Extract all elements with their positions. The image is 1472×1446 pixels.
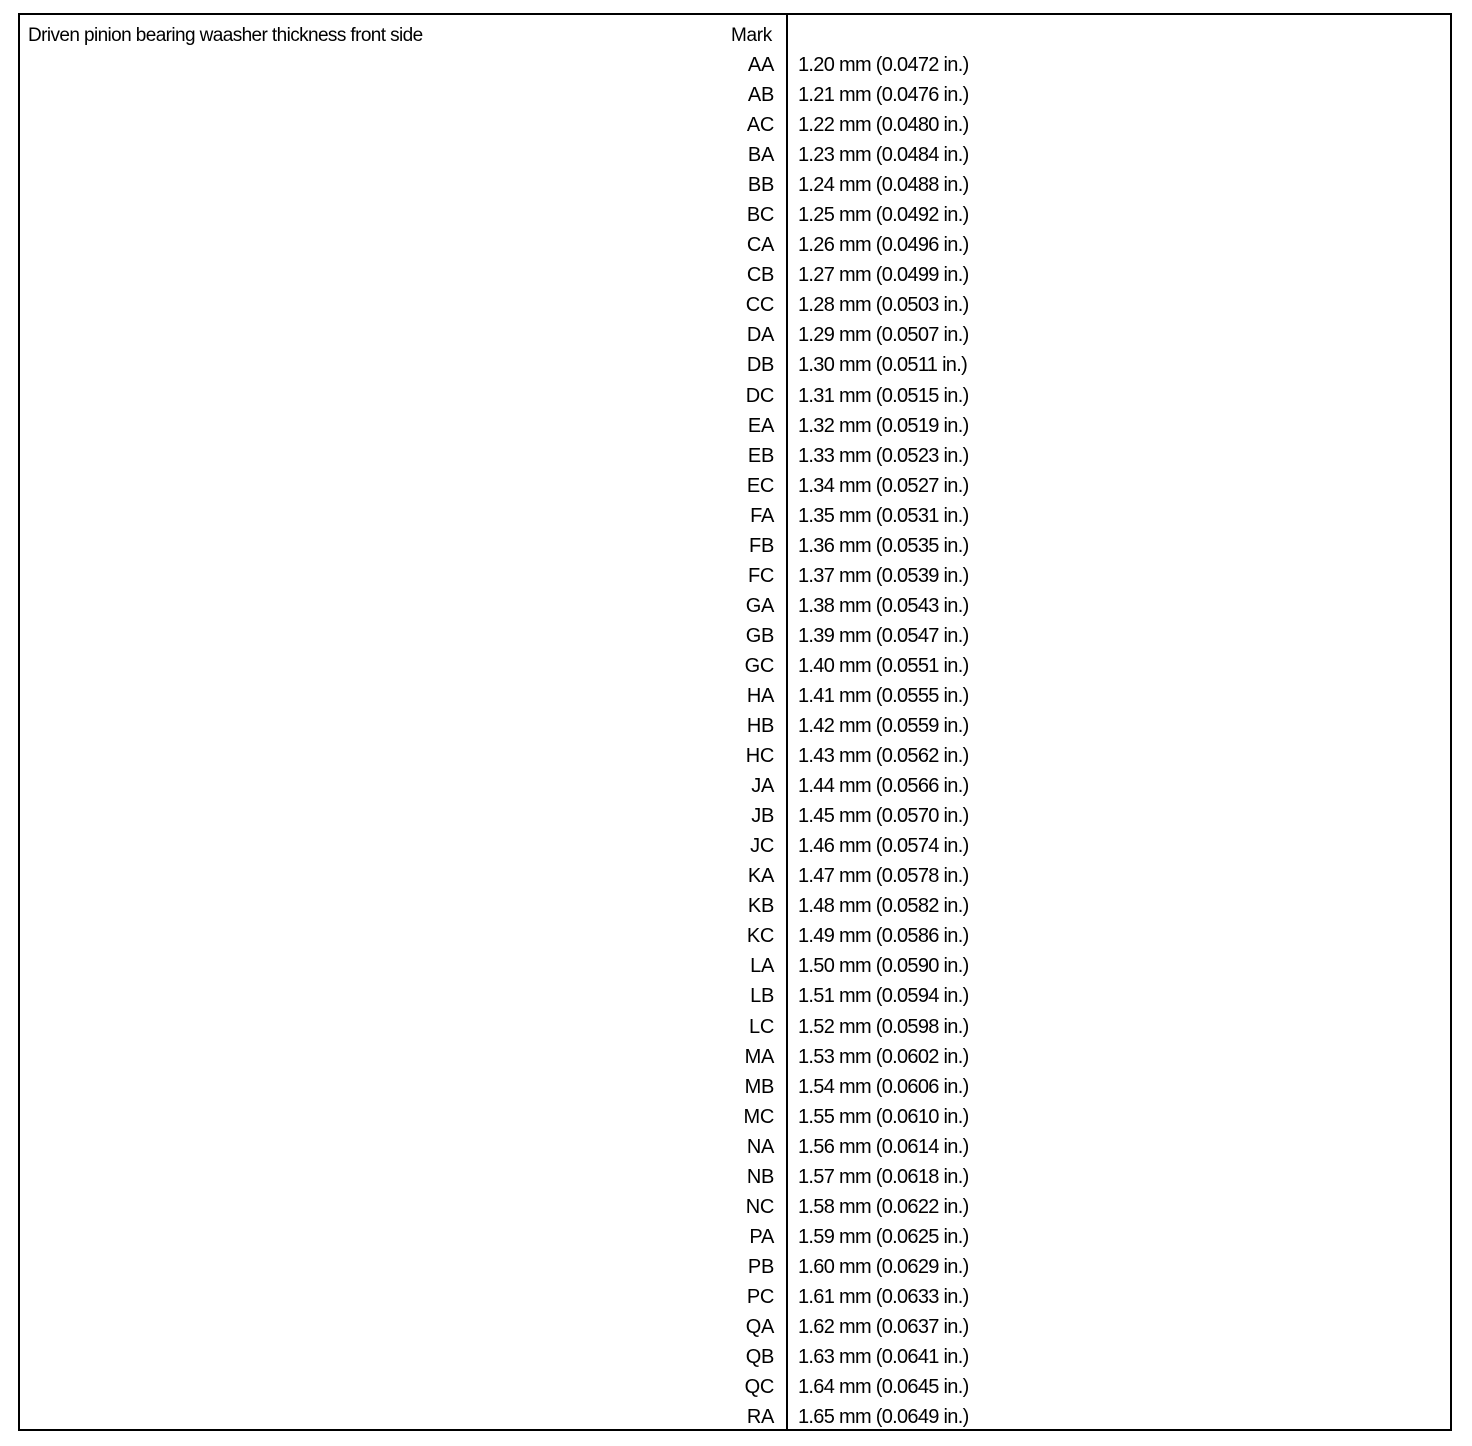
- thickness-cell: 1.26 mm (0.0496 in.): [798, 234, 969, 257]
- mark-cell: BA: [747, 144, 774, 167]
- table-row: [20, 232, 1450, 262]
- table-row: [20, 713, 1450, 743]
- table-row: [20, 923, 1450, 953]
- table-row: [20, 653, 1450, 683]
- mark-cell: QB: [745, 1346, 774, 1369]
- mark-cell: NC: [745, 1195, 774, 1218]
- table-row: [20, 1164, 1450, 1194]
- table-row: [20, 112, 1450, 142]
- table-row: [20, 593, 1450, 623]
- table-row: [20, 803, 1450, 833]
- mark-cell: MB: [744, 1075, 774, 1098]
- thickness-cell: 1.25 mm (0.0492 in.): [798, 204, 969, 227]
- thickness-cell: 1.22 mm (0.0480 in.): [798, 114, 969, 137]
- thickness-cell: 1.33 mm (0.0523 in.): [798, 444, 969, 467]
- mark-cell: FC: [747, 564, 774, 587]
- mark-cell: DA: [746, 324, 774, 347]
- table-row: [20, 352, 1450, 382]
- table-row: [20, 893, 1450, 923]
- mark-cell: QA: [745, 1315, 774, 1338]
- table-row: [20, 953, 1450, 983]
- thickness-cell: 1.24 mm (0.0488 in.): [798, 174, 969, 197]
- mark-cell: BC: [746, 204, 774, 227]
- thickness-cell: 1.31 mm (0.0515 in.): [798, 384, 969, 407]
- thickness-cell: 1.60 mm (0.0629 in.): [798, 1255, 969, 1278]
- thickness-cell: 1.28 mm (0.0503 in.): [798, 294, 969, 317]
- thickness-cell: 1.34 mm (0.0527 in.): [798, 474, 969, 497]
- table-row: [20, 1134, 1450, 1164]
- table-row: [20, 52, 1450, 82]
- table-row: [20, 1194, 1450, 1224]
- thickness-cell: 1.36 mm (0.0535 in.): [798, 534, 969, 557]
- mark-cell: JB: [751, 805, 774, 828]
- mark-cell: LA: [750, 955, 774, 978]
- mark-cell: JC: [750, 835, 774, 858]
- table-row: [20, 1044, 1450, 1074]
- thickness-cell: 1.48 mm (0.0582 in.): [798, 895, 969, 918]
- mark-cell: GC: [744, 654, 774, 677]
- table-row: [20, 983, 1450, 1013]
- thickness-cell: 1.49 mm (0.0586 in.): [798, 925, 969, 948]
- thickness-cell: 1.61 mm (0.0633 in.): [798, 1285, 969, 1308]
- table-title: Driven pinion bearing waasher thickness front side: [28, 25, 423, 46]
- thickness-cell: 1.55 mm (0.0610 in.): [798, 1105, 969, 1128]
- thickness-cell: 1.38 mm (0.0543 in.): [798, 594, 969, 617]
- mark-cell: GA: [745, 594, 774, 617]
- mark-cell: NB: [746, 1165, 774, 1188]
- mark-cell: PC: [746, 1285, 774, 1308]
- thickness-cell: 1.59 mm (0.0625 in.): [798, 1225, 969, 1248]
- table-row: [20, 262, 1450, 292]
- mark-cell: RA: [746, 1406, 774, 1429]
- mark-cell: HA: [746, 684, 774, 707]
- thickness-cell: 1.27 mm (0.0499 in.): [798, 264, 969, 287]
- thickness-cell: 1.62 mm (0.0637 in.): [798, 1315, 969, 1338]
- table-row: [20, 1404, 1450, 1434]
- table-row: [20, 1254, 1450, 1284]
- spec-table: [18, 13, 1452, 1431]
- mark-cell: HB: [746, 715, 774, 738]
- table-row: [20, 1014, 1450, 1044]
- thickness-cell: 1.63 mm (0.0641 in.): [798, 1346, 969, 1369]
- mark-cell: EA: [747, 414, 774, 437]
- mark-cell: AB: [747, 84, 774, 107]
- mark-cell: PA: [749, 1225, 774, 1248]
- thickness-cell: 1.43 mm (0.0562 in.): [798, 745, 969, 768]
- mark-cell: BB: [747, 174, 774, 197]
- thickness-cell: 1.41 mm (0.0555 in.): [798, 684, 969, 707]
- table-row: [20, 563, 1450, 593]
- thickness-cell: 1.47 mm (0.0578 in.): [798, 865, 969, 888]
- table-row: [20, 473, 1450, 503]
- table-row: [20, 1284, 1450, 1314]
- mark-cell: CC: [745, 294, 774, 317]
- table-row: [20, 292, 1450, 322]
- mark-cell: MA: [744, 1045, 774, 1068]
- mark-cell: FB: [749, 534, 774, 557]
- mark-cell: AA: [747, 54, 774, 76]
- thickness-cell: 1.21 mm (0.0476 in.): [798, 84, 969, 107]
- mark-cell: FA: [750, 504, 774, 527]
- table-row: [20, 503, 1450, 533]
- table-row: [20, 623, 1450, 653]
- thickness-cell: 1.64 mm (0.0645 in.): [798, 1376, 969, 1399]
- mark-cell: DB: [746, 354, 774, 377]
- thickness-cell: 1.20 mm (0.0472 in.): [798, 54, 969, 76]
- thickness-cell: 1.56 mm (0.0614 in.): [798, 1135, 969, 1158]
- table-row: [20, 82, 1450, 112]
- thickness-cell: 1.23 mm (0.0484 in.): [798, 144, 969, 167]
- mark-cell: LB: [750, 985, 774, 1008]
- mark-cell: QC: [744, 1376, 774, 1399]
- table-row: [20, 863, 1450, 893]
- thickness-cell: 1.45 mm (0.0570 in.): [798, 805, 969, 828]
- mark-column-header: Mark: [730, 25, 772, 46]
- mark-cell: EB: [747, 444, 774, 467]
- table-row: [20, 1374, 1450, 1404]
- mark-cell: PB: [747, 1255, 774, 1278]
- thickness-cell: 1.53 mm (0.0602 in.): [798, 1045, 969, 1068]
- table-row: [20, 142, 1450, 172]
- table-row: [20, 533, 1450, 563]
- table-row: [20, 322, 1450, 352]
- table-row: [20, 1104, 1450, 1134]
- mark-cell: MC: [743, 1105, 774, 1128]
- table-row: [20, 1074, 1450, 1104]
- mark-cell: KA: [747, 865, 774, 888]
- table-row: [20, 413, 1450, 443]
- thickness-cell: 1.51 mm (0.0594 in.): [798, 985, 969, 1008]
- thickness-cell: 1.58 mm (0.0622 in.): [798, 1195, 969, 1218]
- thickness-cell: 1.42 mm (0.0559 in.): [798, 715, 969, 738]
- table-row: [20, 683, 1450, 713]
- mark-cell: DC: [745, 384, 774, 407]
- table-row: [20, 1344, 1450, 1374]
- thickness-cell: 1.37 mm (0.0539 in.): [798, 564, 969, 587]
- mark-cell: KC: [746, 925, 774, 948]
- mark-cell: CA: [746, 234, 774, 257]
- table-row: [20, 1314, 1450, 1344]
- table-row: [20, 202, 1450, 232]
- thickness-cell: 1.54 mm (0.0606 in.): [798, 1075, 969, 1098]
- table-row: [20, 833, 1450, 863]
- thickness-cell: 1.52 mm (0.0598 in.): [798, 1015, 969, 1038]
- table-row: [20, 172, 1450, 202]
- table-row: [20, 383, 1450, 413]
- thickness-cell: 1.35 mm (0.0531 in.): [798, 504, 969, 527]
- mark-cell: NA: [746, 1135, 774, 1158]
- thickness-cell: 1.32 mm (0.0519 in.): [798, 414, 969, 437]
- thickness-cell: 1.57 mm (0.0618 in.): [798, 1165, 969, 1188]
- thickness-cell: 1.40 mm (0.0551 in.): [798, 654, 969, 677]
- thickness-cell: 1.46 mm (0.0574 in.): [798, 835, 969, 858]
- thickness-cell: 1.50 mm (0.0590 in.): [798, 955, 969, 978]
- mark-cell: GB: [745, 624, 774, 647]
- table-row: [20, 1224, 1450, 1254]
- thickness-cell: 1.65 mm (0.0649 in.): [798, 1406, 969, 1429]
- thickness-cell: 1.29 mm (0.0507 in.): [798, 324, 969, 347]
- thickness-cell: 1.39 mm (0.0547 in.): [798, 624, 969, 647]
- mark-cell: JA: [751, 775, 774, 798]
- mark-cell: CB: [746, 264, 774, 287]
- mark-cell: AC: [746, 114, 774, 137]
- thickness-cell: 1.44 mm (0.0566 in.): [798, 775, 969, 798]
- table-row: [20, 773, 1450, 803]
- mark-cell: KB: [747, 895, 774, 918]
- mark-cell: LC: [749, 1015, 774, 1038]
- table-row: [20, 743, 1450, 773]
- table-row: [20, 443, 1450, 473]
- mark-cell: EC: [746, 474, 774, 497]
- thickness-cell: 1.30 mm (0.0511 in.): [798, 354, 968, 377]
- mark-cell: HC: [745, 745, 774, 768]
- table-rows: [20, 52, 1450, 1434]
